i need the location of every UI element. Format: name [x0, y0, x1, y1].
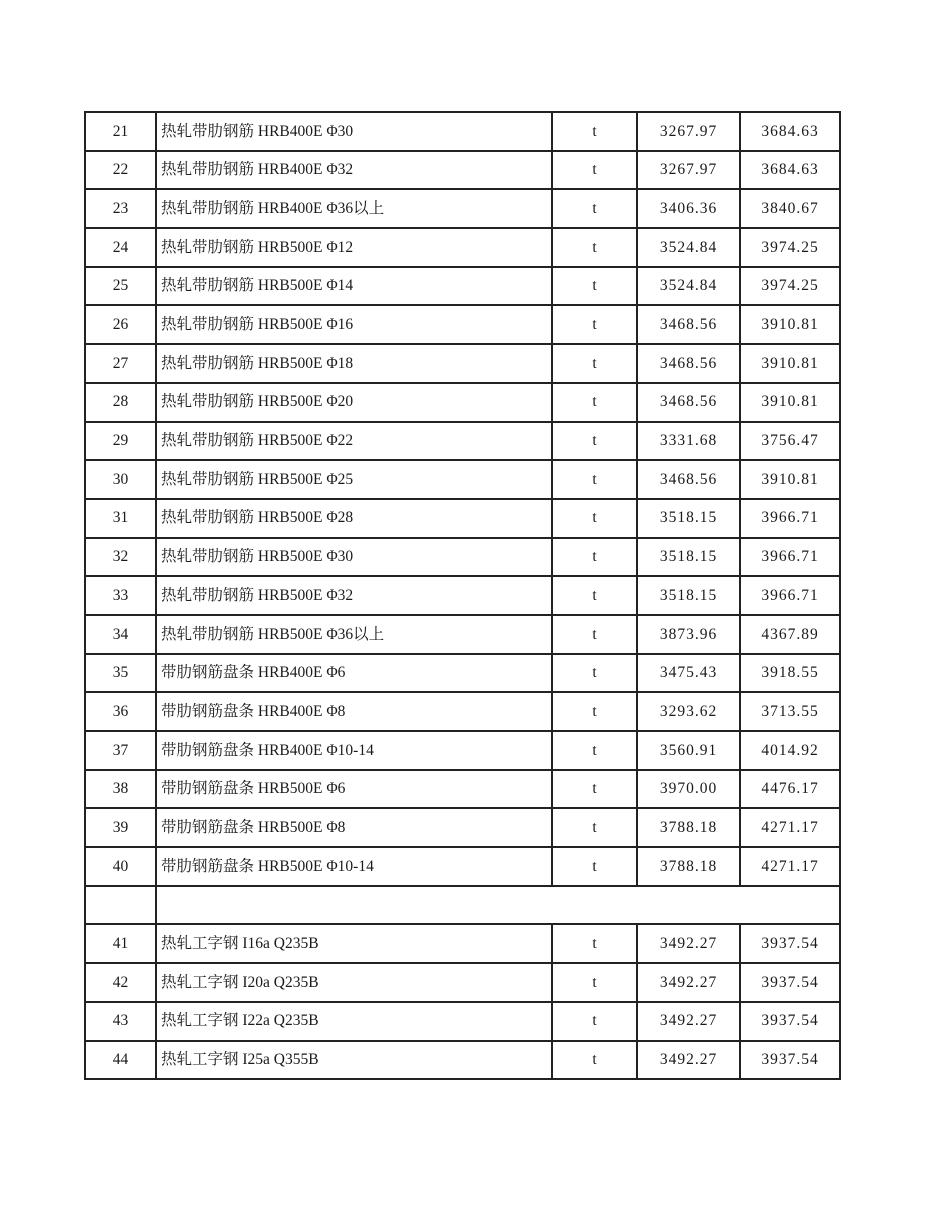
price-cell: 3788.18	[637, 847, 740, 886]
row-number-cell	[85, 886, 156, 925]
material-name-cell: 热轧带肋钢筋 HRB500E Φ30	[156, 538, 552, 577]
table-row	[85, 654, 840, 693]
material-name-cell: 热轧带肋钢筋 HRB500E Φ32	[156, 576, 552, 615]
price-cell: 3492.27	[637, 924, 740, 963]
unit-cell: t	[552, 770, 637, 809]
unit-cell: t	[552, 692, 637, 731]
price-cell: 3475.43	[637, 654, 740, 693]
price-cell: 3974.25	[740, 267, 840, 306]
material-name-cell: 热轧带肋钢筋 HRB500E Φ16	[156, 305, 552, 344]
price-cell: 3788.18	[637, 808, 740, 847]
price-cell: 3974.25	[740, 228, 840, 267]
price-cell: 3937.54	[740, 963, 840, 1002]
row-number-cell: 24	[85, 228, 156, 267]
empty-merged-cell	[156, 886, 840, 925]
material-name-cell: 带肋钢筋盘条 HRB500E Φ10-14	[156, 847, 552, 886]
price-cell: 3331.68	[637, 422, 740, 461]
material-name-cell: 热轧工字钢 I22a Q235B	[156, 1002, 552, 1041]
material-name-cell: 热轧工字钢 I20a Q235B	[156, 963, 552, 1002]
table-row	[85, 151, 840, 190]
price-cell: 3970.00	[637, 770, 740, 809]
table-row	[85, 538, 840, 577]
row-number-cell: 29	[85, 422, 156, 461]
price-cell: 3910.81	[740, 344, 840, 383]
price-cell: 3518.15	[637, 499, 740, 538]
row-number-cell: 42	[85, 963, 156, 1002]
price-cell: 4367.89	[740, 615, 840, 654]
price-cell: 3267.97	[637, 151, 740, 190]
price-cell: 3684.63	[740, 112, 840, 151]
unit-cell: t	[552, 1002, 637, 1041]
material-name-cell: 热轧带肋钢筋 HRB500E Φ36以上	[156, 615, 552, 654]
row-number-cell: 22	[85, 151, 156, 190]
price-cell: 3406.36	[637, 189, 740, 228]
unit-cell: t	[552, 963, 637, 1002]
price-cell: 3910.81	[740, 383, 840, 422]
row-number-cell: 41	[85, 924, 156, 963]
table-row	[85, 576, 840, 615]
material-name-cell: 热轧带肋钢筋 HRB400E Φ32	[156, 151, 552, 190]
table-row	[85, 228, 840, 267]
material-name-cell: 热轧带肋钢筋 HRB400E Φ30	[156, 112, 552, 151]
price-cell: 3840.67	[740, 189, 840, 228]
table-row	[85, 499, 840, 538]
material-name-cell: 带肋钢筋盘条 HRB500E Φ6	[156, 770, 552, 809]
price-cell: 3518.15	[637, 538, 740, 577]
row-number-cell: 23	[85, 189, 156, 228]
price-cell: 3873.96	[637, 615, 740, 654]
material-name-cell: 热轧带肋钢筋 HRB500E Φ28	[156, 499, 552, 538]
price-cell: 3918.55	[740, 654, 840, 693]
material-name-cell: 热轧带肋钢筋 HRB500E Φ22	[156, 422, 552, 461]
row-number-cell: 21	[85, 112, 156, 151]
material-name-cell: 热轧带肋钢筋 HRB500E Φ12	[156, 228, 552, 267]
unit-cell: t	[552, 267, 637, 306]
price-cell: 3293.62	[637, 692, 740, 731]
table-row	[85, 344, 840, 383]
unit-cell: t	[552, 499, 637, 538]
material-name-cell: 热轧带肋钢筋 HRB500E Φ18	[156, 344, 552, 383]
table-row	[85, 963, 840, 1002]
row-number-cell: 28	[85, 383, 156, 422]
unit-cell: t	[552, 538, 637, 577]
row-number-cell: 34	[85, 615, 156, 654]
price-cell: 3684.63	[740, 151, 840, 190]
price-cell: 3910.81	[740, 305, 840, 344]
table-row	[85, 112, 840, 151]
material-name-cell: 带肋钢筋盘条 HRB500E Φ8	[156, 808, 552, 847]
unit-cell: t	[552, 731, 637, 770]
table-row	[85, 615, 840, 654]
row-number-cell: 27	[85, 344, 156, 383]
row-number-cell: 38	[85, 770, 156, 809]
unit-cell: t	[552, 576, 637, 615]
price-cell: 3468.56	[637, 383, 740, 422]
price-cell: 3524.84	[637, 228, 740, 267]
table-row	[85, 847, 840, 886]
price-cell: 3518.15	[637, 576, 740, 615]
price-cell: 3966.71	[740, 538, 840, 577]
price-cell: 3756.47	[740, 422, 840, 461]
price-cell: 3966.71	[740, 576, 840, 615]
material-name-cell: 热轧带肋钢筋 HRB400E Φ36以上	[156, 189, 552, 228]
unit-cell: t	[552, 924, 637, 963]
material-name-cell: 带肋钢筋盘条 HRB400E Φ6	[156, 654, 552, 693]
unit-cell: t	[552, 1041, 637, 1080]
row-number-cell: 40	[85, 847, 156, 886]
price-cell: 3492.27	[637, 963, 740, 1002]
price-cell: 3468.56	[637, 460, 740, 499]
price-cell: 3910.81	[740, 460, 840, 499]
row-number-cell: 30	[85, 460, 156, 499]
material-name-cell: 热轧带肋钢筋 HRB500E Φ20	[156, 383, 552, 422]
price-cell: 3937.54	[740, 1002, 840, 1041]
table-row	[85, 731, 840, 770]
table-row	[85, 383, 840, 422]
table-row	[85, 1041, 840, 1080]
row-number-cell: 36	[85, 692, 156, 731]
material-name-cell: 带肋钢筋盘条 HRB400E Φ8	[156, 692, 552, 731]
price-cell: 3937.54	[740, 924, 840, 963]
table-row	[85, 267, 840, 306]
table-row	[85, 692, 840, 731]
empty-table-row	[85, 886, 840, 925]
row-number-cell: 25	[85, 267, 156, 306]
price-cell: 3524.84	[637, 267, 740, 306]
material-name-cell: 热轧带肋钢筋 HRB500E Φ25	[156, 460, 552, 499]
price-cell: 3713.55	[740, 692, 840, 731]
unit-cell: t	[552, 615, 637, 654]
row-number-cell: 32	[85, 538, 156, 577]
row-number-cell: 31	[85, 499, 156, 538]
row-number-cell: 39	[85, 808, 156, 847]
material-name-cell: 热轧工字钢 I25a Q355B	[156, 1041, 552, 1080]
material-price-table	[84, 111, 841, 1080]
price-cell: 3560.91	[637, 731, 740, 770]
material-name-cell: 带肋钢筋盘条 HRB400E Φ10-14	[156, 731, 552, 770]
price-cell: 4271.17	[740, 808, 840, 847]
unit-cell: t	[552, 383, 637, 422]
table-row	[85, 924, 840, 963]
price-cell: 3492.27	[637, 1041, 740, 1080]
unit-cell: t	[552, 228, 637, 267]
price-cell: 3468.56	[637, 344, 740, 383]
table-row	[85, 305, 840, 344]
table-row	[85, 808, 840, 847]
table-row	[85, 770, 840, 809]
unit-cell: t	[552, 344, 637, 383]
unit-cell: t	[552, 460, 637, 499]
price-cell: 3492.27	[637, 1002, 740, 1041]
table-row	[85, 422, 840, 461]
material-name-cell: 热轧带肋钢筋 HRB500E Φ14	[156, 267, 552, 306]
row-number-cell: 37	[85, 731, 156, 770]
material-name-cell: 热轧工字钢 I16a Q235B	[156, 924, 552, 963]
table-row	[85, 1002, 840, 1041]
unit-cell: t	[552, 189, 637, 228]
price-cell: 4476.17	[740, 770, 840, 809]
unit-cell: t	[552, 654, 637, 693]
price-table-body	[85, 112, 840, 1079]
unit-cell: t	[552, 808, 637, 847]
price-cell: 3937.54	[740, 1041, 840, 1080]
unit-cell: t	[552, 847, 637, 886]
unit-cell: t	[552, 151, 637, 190]
row-number-cell: 33	[85, 576, 156, 615]
price-cell: 3468.56	[637, 305, 740, 344]
table-row	[85, 460, 840, 499]
price-cell: 3966.71	[740, 499, 840, 538]
row-number-cell: 44	[85, 1041, 156, 1080]
price-cell: 4014.92	[740, 731, 840, 770]
price-cell: 4271.17	[740, 847, 840, 886]
unit-cell: t	[552, 422, 637, 461]
row-number-cell: 26	[85, 305, 156, 344]
price-cell: 3267.97	[637, 112, 740, 151]
row-number-cell: 35	[85, 654, 156, 693]
unit-cell: t	[552, 305, 637, 344]
unit-cell: t	[552, 112, 637, 151]
table-row	[85, 189, 840, 228]
row-number-cell: 43	[85, 1002, 156, 1041]
